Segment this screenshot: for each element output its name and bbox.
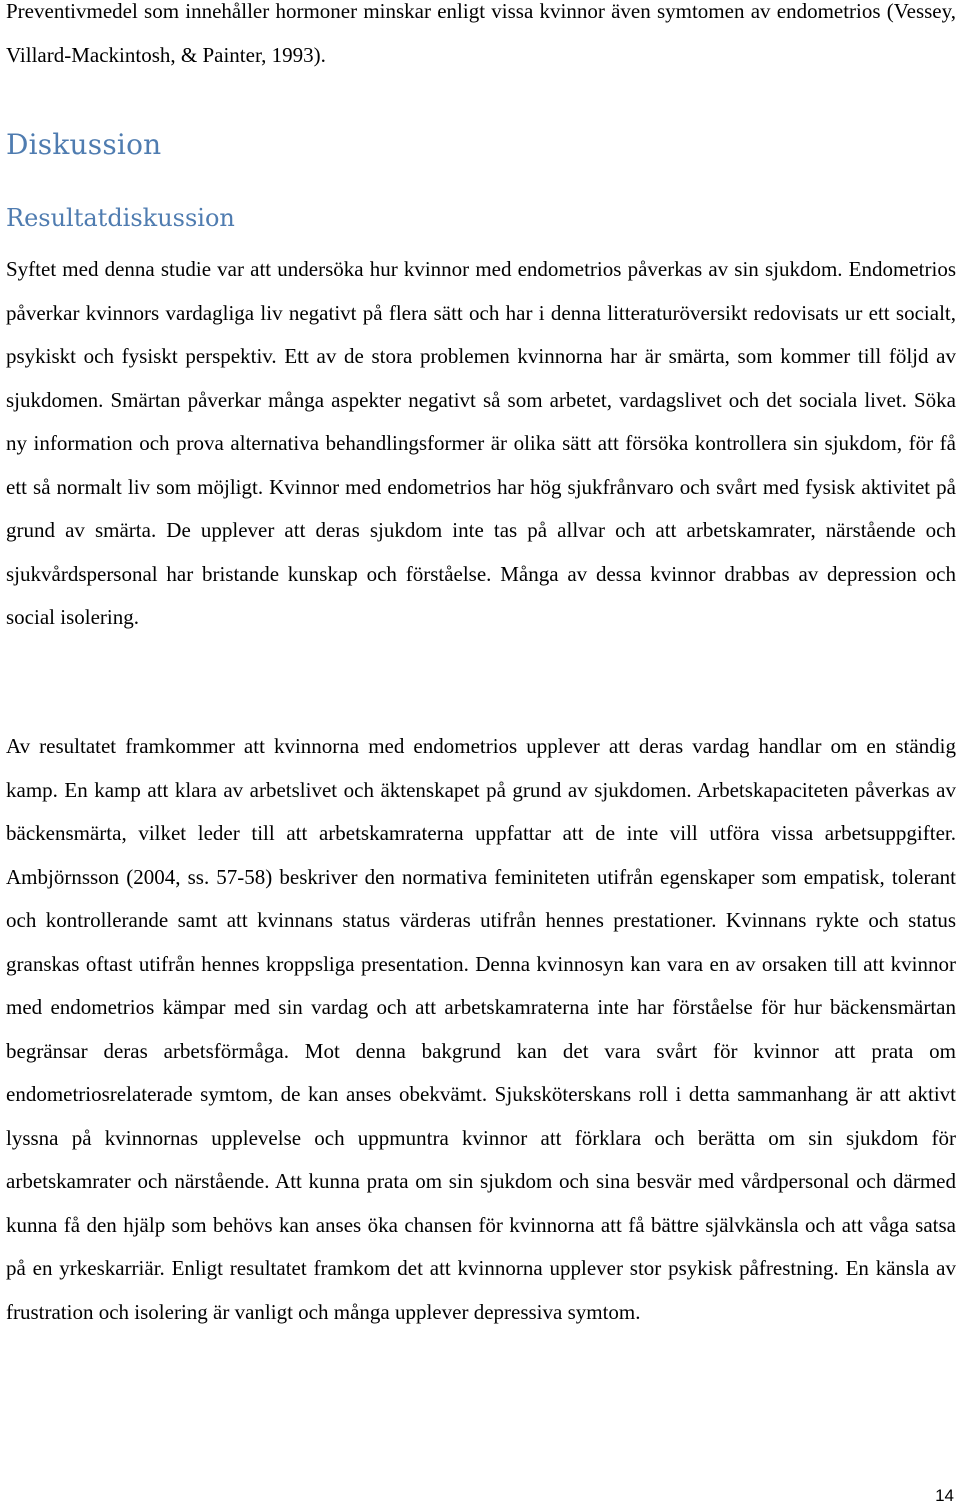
intro-paragraph: Preventivmedel som innehåller hormoner minskar enligt vissa kvinnor även symtomen av endometrios (Vessey, Villard-Mackintosh, & Painter, 1993). (6, 0, 956, 67)
page-number: 14 (935, 1486, 954, 1505)
body-paragraph-1: Syftet med denna studie var att undersöka hur kvinnor med endometrios påverkas av sin sjukdom. Endometrios påverkar kvinnors vardagliga liv negativt på flera sätt och har i denna litteraturöversikt redovisats ur ett socialt, psykiskt och fysiskt perspektiv. Ett av de stora problemen kvinnorna har är smärta, som kommer till följd av sjukdomen. Smärtan påverkar många aspekter negativt så som arbetet, vardagslivet och det sociala livet. Söka ny information och prova alternativa behandlingsformer är olika sätt att försöka kontrollera sin sjukdom, för få ett så normalt liv som möjligt. Kvinnor med endometrios har hög sjukfrånvaro och svårt med fysisk aktivitet på grund av smärta. De upplever att deras sjukdom inte tas på allvar och att arbetskamrater, närstående och sjukvårdspersonal har bristande kunskap och förståelse. Många av dessa kvinnor drabbas av depression och social isolering. (6, 257, 956, 629)
section-heading-diskussion: Diskussion (6, 128, 162, 161)
body-paragraph-2: Av resultatet framkommer att kvinnorna med endometrios upplever att deras vardag handlar om en ständig kamp. En kamp att klara av arbetslivet och äktenskapet på grund av sjukdomen. Arbetskapaciteten påverkas av bäckensmärta, vilket leder till att arbetskamraterna uppfattar att de inte vill utföra vissa arbetsuppgifter. Ambjörnsson (2004, ss. 57-58) beskriver den normativa feminiteten utifrån egenskaper som empatisk, tolerant och kontrollerande samt att kvinnans status värderas utifrån hennes prestationer. Kvinnans rykte och status granskas oftast utifrån hennes kroppsliga presentation. Denna kvinnosyn kan vara en av orsaken till att kvinnor med endometrios kämpar med sin vardag och att arbetskamraterna inte har förståelse för hur bäckensmärtan begränsar deras arbetsförmåga. Mot denna bakgrund kan det vara svårt för kvinnor att prata om endometriosrelaterade symtom, de kan anses obekvämt. Sjuksköterskans roll i detta sammanhang är att aktivt lyssna på kvinnornas upplevelse och uppmuntra kvinnor att förklara och berätta om sin sjukdom för arbetskamrater och närstående. Att kunna prata om sin sjukdom och sina besvär med vårdpersonal och därmed kunna få den hjälp som behövs kan anses öka chansen för kvinnorna att få bättre självkänsla och att våga satsa på en yrkeskarriär. Enligt resultatet framkom det att kvinnorna upplever stor psykisk påfrestning. En känsla av frustration och isolering är vanligt och många upplever depressiva symtom. (6, 734, 956, 1324)
subsection-heading-resultatdiskussion: Resultatdiskussion (6, 204, 235, 232)
